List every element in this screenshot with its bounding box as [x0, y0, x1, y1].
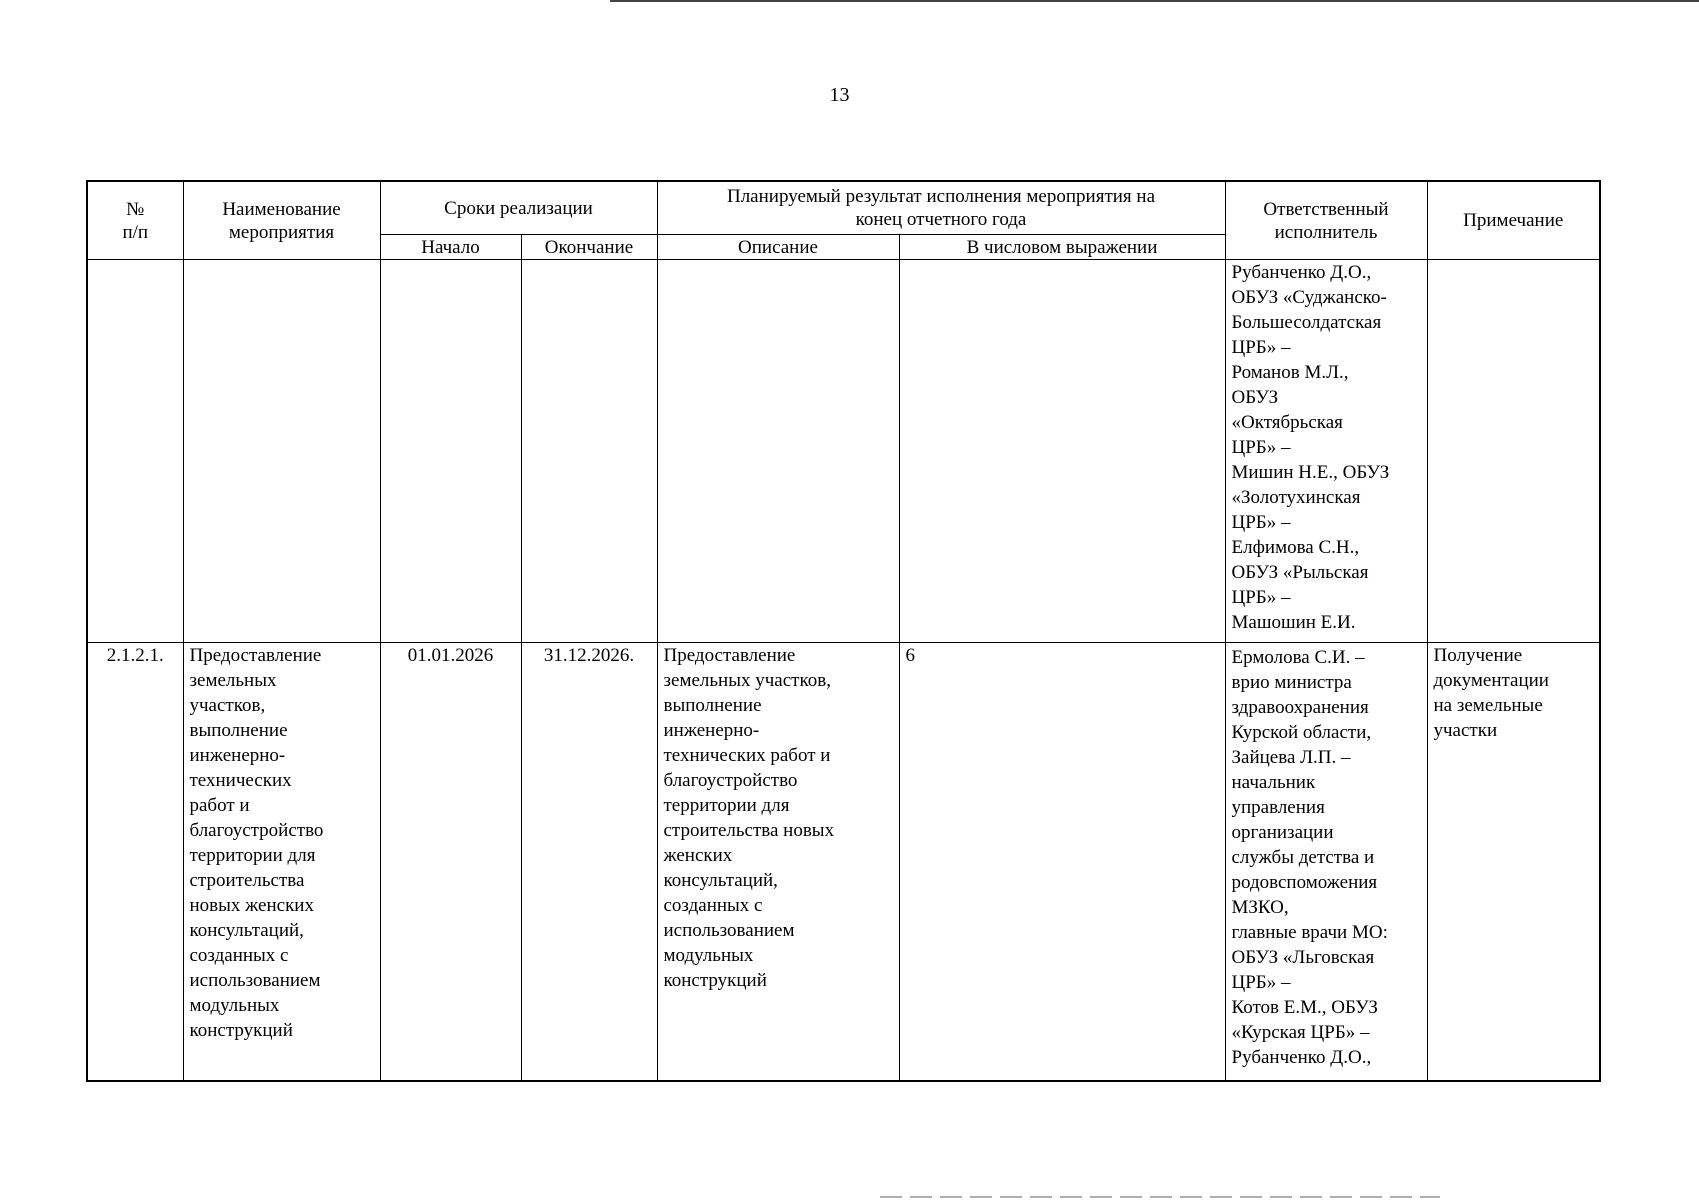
page-number: 13 [829, 84, 850, 106]
row-start [380, 260, 521, 643]
row-name: Предоставление земельных участков, выполнение инженерно- технических работ и благоустройство территории для строительства новых женских консультаций, созданных с использованием модульных конструкций [183, 643, 380, 1081]
header-description: Описание [657, 235, 899, 260]
row-end: 31.12.2026. [521, 643, 657, 1081]
row-note [1427, 260, 1600, 643]
header-num: № п/п [87, 181, 183, 260]
row-responsible: Ермолова С.И. – врио министра здравоохранения Курской области, Зайцева Л.П. – начальник управления организации службы детства и родовспоможения МЗКО, главные врачи МО: ОБУЗ «Льговская ЦРБ» – Котов Е.М., ОБУЗ «Курская ЦРБ» – Рубанченко Д.О., [1225, 643, 1427, 1081]
header-timeline: Сроки реализации [380, 181, 657, 235]
header-row-1 [87, 181, 1600, 235]
header-end: Окончание [521, 235, 657, 260]
header-planned-result: Планируемый результат исполнения мероприятия на конец отчетного года [657, 181, 1225, 235]
header-note: Примечание [1427, 181, 1600, 260]
row-start: 01.01.2026 [380, 643, 521, 1081]
row-description: Предоставление земельных участков, выполнение инженерно- технических работ и благоустройство территории для строительства новых женских консультаций, созданных с использованием модульных конструкций [657, 643, 899, 1081]
header-start: Начало [380, 235, 521, 260]
scan-edge-top [610, 0, 1699, 2]
row-description [657, 260, 899, 643]
table-row [87, 260, 1600, 643]
row-num: 2.1.2.1. [87, 643, 183, 1081]
row-end [521, 260, 657, 643]
row-value [899, 260, 1225, 643]
activities-table [86, 180, 1601, 1082]
row-responsible: Рубанченко Д.О., ОБУЗ «Суджанско- Большесолдатская ЦРБ» – Романов М.Л., ОБУЗ «Октябрьская ЦРБ» – Мишин Н.Е., ОБУЗ «Золотухинская ЦРБ» – Елфимова С.Н., ОБУЗ «Рыльская ЦРБ» – Машошин Е.И. [1225, 260, 1427, 643]
row-num [87, 260, 183, 643]
row-name [183, 260, 380, 643]
header-numeric: В числовом выражении [899, 235, 1225, 260]
row-value: 6 [899, 643, 1225, 1081]
row-note: Получение документации на земельные участки [1427, 643, 1600, 1081]
header-name: Наименование мероприятия [183, 181, 380, 260]
header-responsible: Ответственный исполнитель [1225, 181, 1427, 260]
table-row [87, 643, 1600, 1081]
scan-edge-bottom [880, 1196, 1440, 1198]
